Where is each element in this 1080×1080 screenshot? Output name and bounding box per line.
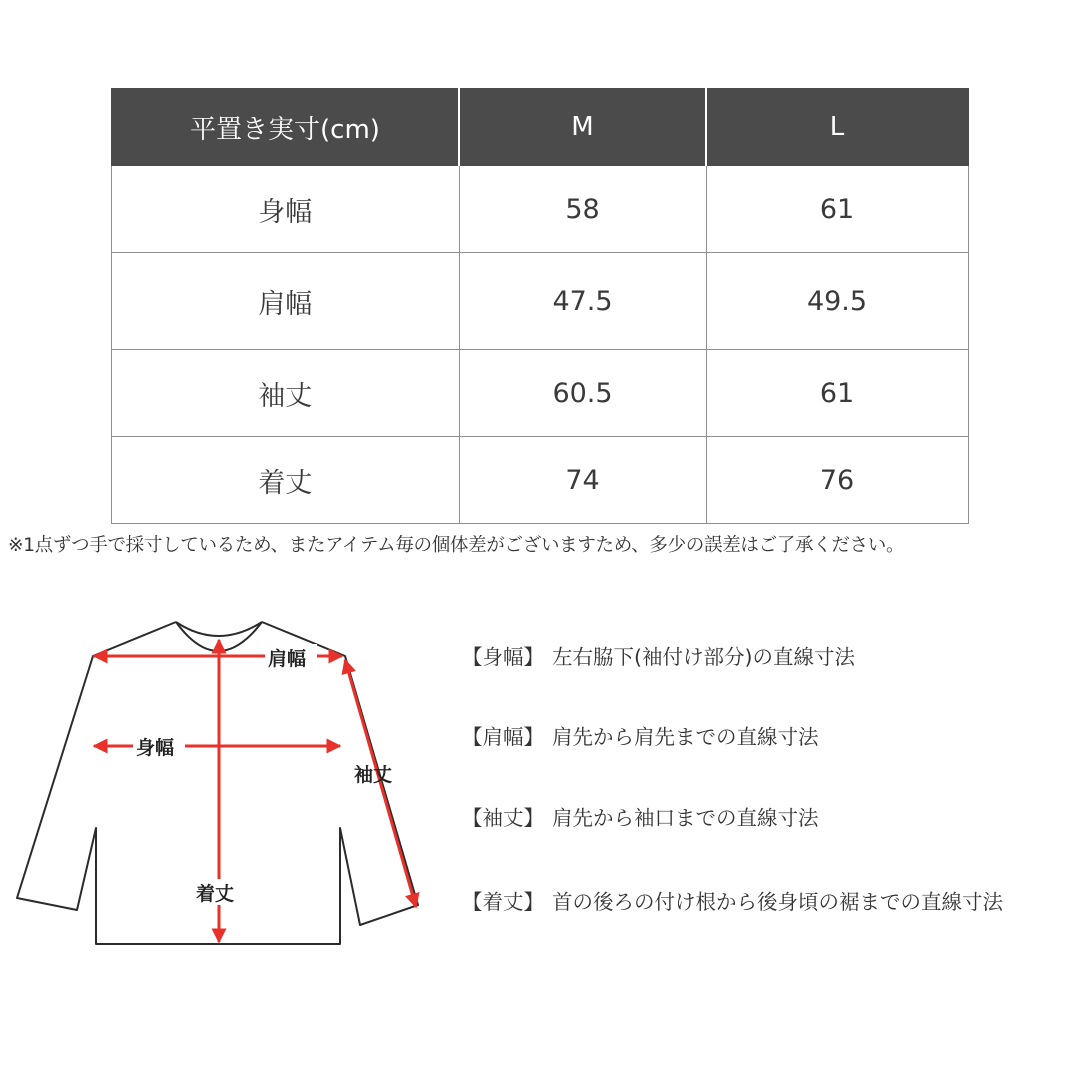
shoulder-label: 肩幅 (268, 648, 307, 670)
definition-text: 肩先から肩先までの直線寸法 (552, 725, 819, 749)
row-label: 肩幅 (112, 253, 460, 350)
table-row (112, 350, 969, 437)
table-row (112, 166, 969, 253)
definition-item (462, 640, 855, 670)
header-size-l: L (706, 89, 968, 166)
definition-text: 首の後ろの付け根から後身頃の裾までの直線寸法 (552, 890, 1003, 914)
definition-text: 左右脇下(袖付け部分)の直線寸法 (552, 645, 855, 669)
measure-arrows (94, 640, 416, 942)
cell-l: 61 (706, 166, 968, 253)
cell-l: 61 (706, 350, 968, 437)
definition-key: 【袖丈】 (462, 806, 544, 830)
definition-item (462, 720, 819, 750)
definition-item (462, 885, 1003, 915)
length-label: 着丈 (196, 883, 235, 905)
row-label: 袖丈 (112, 350, 460, 437)
row-label: 着丈 (112, 437, 460, 524)
table-row (112, 253, 969, 350)
definition-key: 【着丈】 (462, 890, 544, 914)
measurement-note: ※1点ずつ手で採寸しているため、またアイテム毎の個体差がございますため、多少の誤差はご了承ください。 (8, 535, 905, 556)
definition-text: 肩先から袖口までの直線寸法 (552, 806, 819, 830)
definition-item (462, 801, 819, 831)
header-size-m: M (459, 89, 706, 166)
definition-key: 【肩幅】 (462, 725, 544, 749)
neckline (176, 622, 262, 636)
cell-m: 74 (459, 437, 706, 524)
table-header-row (112, 89, 969, 166)
garment-diagram (0, 600, 450, 960)
table-row (112, 437, 969, 524)
cell-m: 60.5 (459, 350, 706, 437)
chest-label: 身幅 (136, 737, 175, 759)
cell-m: 58 (459, 166, 706, 253)
header-measure: 平置き実寸(cm) (112, 89, 460, 166)
cell-l: 76 (706, 437, 968, 524)
definition-key: 【身幅】 (462, 645, 544, 669)
size-table (111, 88, 969, 524)
row-label: 身幅 (112, 166, 460, 253)
cell-m: 47.5 (459, 253, 706, 350)
sleeve-label: 袖丈 (354, 764, 393, 786)
cell-l: 49.5 (706, 253, 968, 350)
